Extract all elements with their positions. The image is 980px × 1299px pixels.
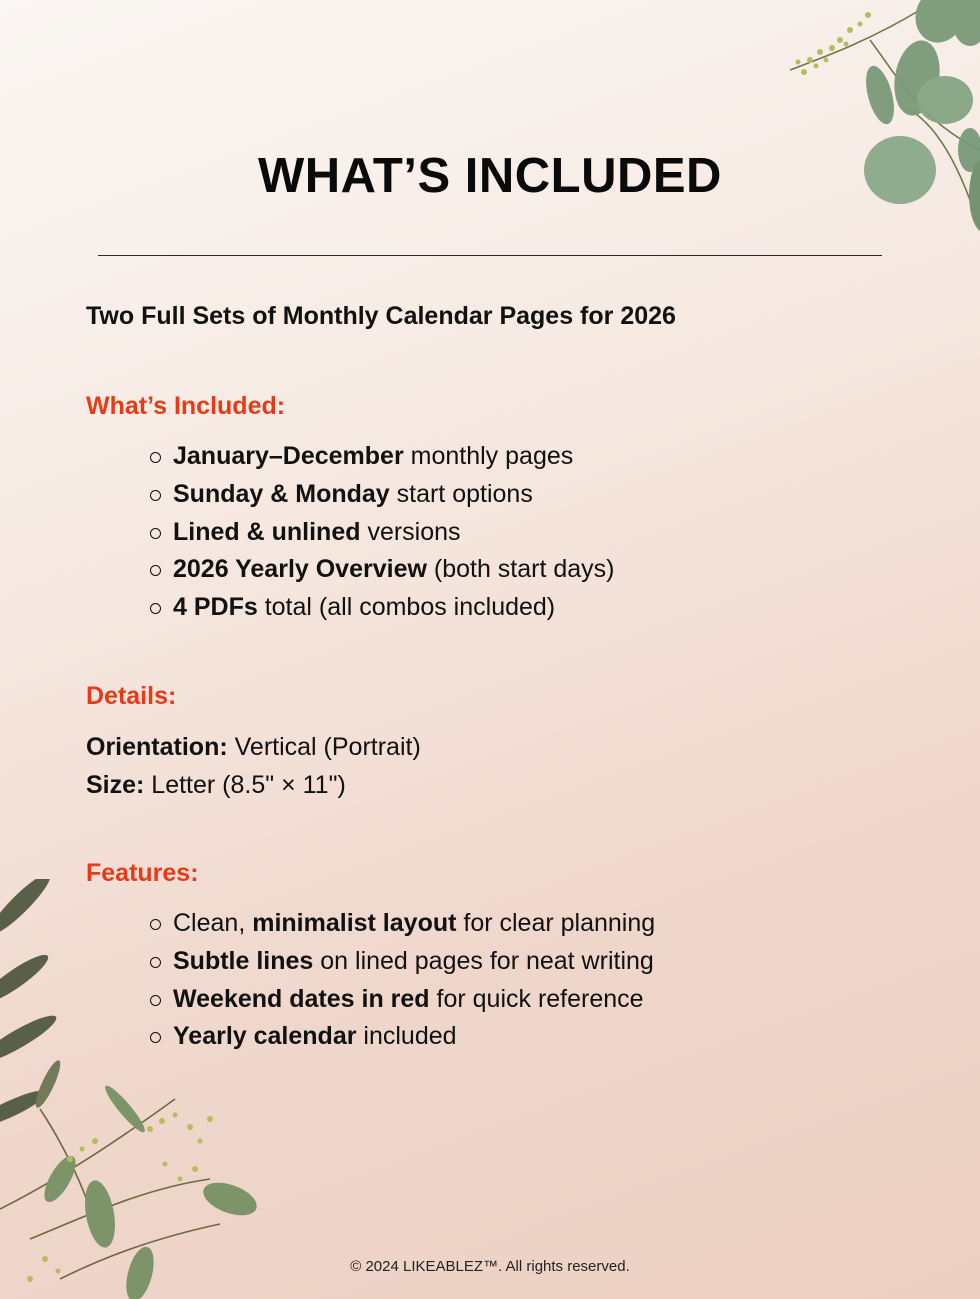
- item-bold: 4 PDFs: [173, 593, 258, 622]
- list-item: [173, 514, 615, 552]
- orientation-row: [86, 728, 421, 766]
- list-item: [173, 905, 655, 943]
- orientation-label: Orientation:: [86, 733, 228, 761]
- item-bold: Weekend dates in red: [173, 984, 430, 1013]
- item-text: total (all combos included): [257, 593, 556, 622]
- list-item: [173, 981, 655, 1019]
- list-item: [173, 476, 615, 514]
- item-text: on lined pages for neat writing: [313, 946, 654, 975]
- copyright-footer: © 2024 LIKEABLEZ™. All rights reserved.: [350, 1258, 630, 1275]
- item-pre: Clean,: [173, 909, 253, 937]
- eucalyptus-decoration-top: [720, 0, 980, 260]
- item-bold: Lined & unlined: [173, 517, 361, 546]
- item-bold: January–December: [173, 442, 404, 470]
- features-heading: Features:: [86, 859, 199, 887]
- size-row: [86, 766, 421, 804]
- item-text: (both start days): [426, 555, 615, 584]
- item-bold: minimalist layout: [252, 909, 457, 937]
- page-title: WHAT’S INCLUDED: [258, 149, 722, 203]
- item-bold: Subtle lines: [173, 946, 314, 975]
- included-list: [173, 438, 615, 627]
- size-label: Size:: [86, 771, 145, 799]
- list-item: [173, 438, 615, 476]
- orientation-value: Vertical (Portrait): [227, 733, 421, 761]
- details-block: [86, 728, 421, 804]
- item-text: for clear planning: [456, 909, 656, 937]
- list-item: [173, 589, 615, 627]
- item-bold: Yearly calendar: [173, 1022, 357, 1051]
- item-text: included: [356, 1022, 457, 1051]
- included-heading: What’s Included:: [86, 392, 286, 420]
- item-text: for quick reference: [429, 984, 644, 1013]
- item-bold: Sunday & Monday: [173, 479, 390, 508]
- item-text: start options: [389, 479, 533, 508]
- features-list: [173, 905, 655, 1056]
- item-text: versions: [360, 517, 461, 546]
- list-item: [173, 943, 655, 981]
- size-value: Letter (8.5" × 11"): [144, 771, 346, 799]
- product-subtitle: Two Full Sets of Monthly Calendar Pages for 2026: [86, 302, 676, 330]
- item-bold: 2026 Yearly Overview: [173, 555, 427, 584]
- item-text: monthly pages: [403, 442, 574, 470]
- divider: [98, 255, 882, 256]
- list-item: [173, 1018, 655, 1056]
- details-heading: Details:: [86, 682, 177, 710]
- list-item: [173, 551, 615, 589]
